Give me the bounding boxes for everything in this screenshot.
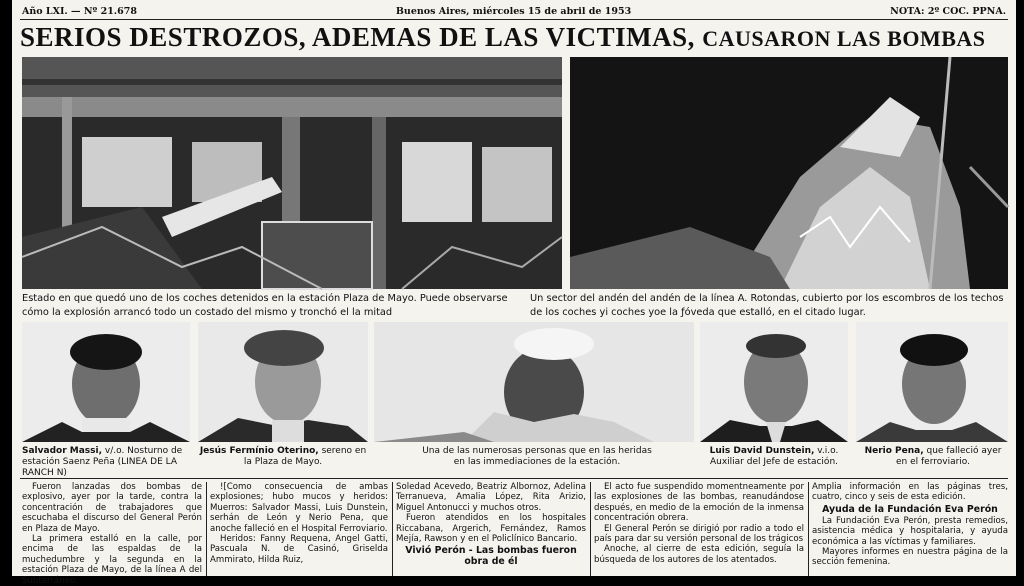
column-divider bbox=[808, 482, 809, 576]
column-3 bbox=[396, 482, 586, 576]
column-1-para-1: Fueron lanzadas dos bombas de explosivo, ayer por la tarde, contra la concentración de trabajadores que escuchaba el discurso del General Perón en Plaza de Mayo. bbox=[22, 482, 202, 534]
photo-wrecked-coach bbox=[22, 57, 562, 289]
photo-injured-person bbox=[374, 322, 694, 442]
column-5-subhead: Ayuda de la Fundación Eva Perón bbox=[822, 503, 998, 515]
portrait-caption-3: Una de las numerosas personas que en las heridas en las immediaciones de la estación. bbox=[422, 446, 652, 467]
column-5-para-2: Mayores informes en nuestra página de la sección femenina. bbox=[812, 547, 1008, 568]
portrait-caption-2: Jesús Fermínio Oterino, sereno en la Plaza de Mayo. bbox=[199, 446, 367, 467]
column-4 bbox=[594, 482, 804, 576]
photo-portrait-2 bbox=[198, 322, 368, 442]
column-2-para-2: Heridos: Fanny Requena, Angel Gatti, Pascuala N. de Casinó, Griselda Ammirato, Hilda Ruiz, bbox=[210, 534, 388, 565]
column-5-para-1: La Fundación Eva Perón, presta remedios, asistencia médica y hospitalaria, y ayuda económica a las víctimas y familiares. bbox=[812, 515, 1008, 547]
columns-rule bbox=[20, 478, 1008, 479]
portrait-caption-1: Salvador Massi, v/.o. Nosturno de estación Saenz Peña (LINEA DE LA RANCH N) bbox=[22, 446, 183, 478]
caption-right: Un sector del andén del andén de la línea A. Rotondas, cubierto por los escombros de los techos de los coches yi coches yoe la ƒóveda que estalló, en el citado lugar. bbox=[530, 293, 1004, 318]
column-divider bbox=[206, 482, 207, 576]
caption-left: Estado en que quedó uno de los coches detenidos en la estación Plaza de Mayo. Puede observarse cómo la explosión arrancó todo un costado del mismo y tronchó el la mitad bbox=[22, 293, 508, 318]
issue-number: Año LXI. — Nº 21.678 bbox=[22, 5, 137, 17]
column-5-intro: Amplia información en las páginas tres, cuatro, cinco y seis de esta edición. bbox=[812, 482, 1008, 503]
column-3-para-1: Soledad Acevedo, Beatriz Albornoz, Adelina Terranueva, Amalia López, Rita Arizio, Miguel Antonucci y muchos otros. bbox=[396, 482, 586, 513]
masthead bbox=[22, 4, 1006, 18]
headline-tail: CAUSARON LAS BOMBAS bbox=[702, 26, 986, 51]
column-divider bbox=[392, 482, 393, 576]
dateline: Buenos Aires, miércoles 15 de abril de 1953 bbox=[395, 5, 632, 17]
column-3-subhead: Vivió Perón - Las bombas fueron obra de él bbox=[405, 545, 577, 568]
note: NOTA: 2º COC. PPNA. bbox=[890, 5, 1006, 17]
column-5 bbox=[812, 482, 1008, 576]
column-divider bbox=[590, 482, 591, 576]
headline bbox=[20, 20, 1008, 54]
headline-main: SERIOS DESTROZOS, ADEMAS DE LAS VICTIMAS, bbox=[20, 22, 695, 52]
photo-debris-platform bbox=[570, 57, 1008, 289]
photo-portrait-5 bbox=[856, 322, 1008, 442]
portrait-caption-5: Nerio Pena, que falleció ayer en el ferroviario. bbox=[864, 446, 1002, 467]
column-4-para-1: El acto fue suspendido momentneamente por las explosiones de las bombas, reanudándose después, en medio de la emoción de la inmensa concentración obrera. bbox=[594, 482, 804, 524]
photo-portrait-1 bbox=[22, 322, 190, 442]
column-2-para-1: ![Como consecuencia de ambas explosiones; hubo mucos y heridos: Muerros: Salvador Massi, Luis Dunstein, serhán de León y Nerio Pena, que anoche falleció en el Hospital Ferroviario. bbox=[210, 482, 388, 534]
column-4-para-2: El General Perón se dirigió por radio a todo el país para dar su versión personal de los trágicos bbox=[594, 523, 804, 545]
column-1 bbox=[22, 482, 202, 586]
column-4-para-3: Anoche, al cierre de esta edición, seguía la búsqueda de los autores de los atentados. bbox=[594, 544, 804, 565]
portrait-caption-4: Luis David Dunstein, v.i.o. Auxiliar del Jefe de estación. bbox=[709, 446, 839, 467]
photo-portrait-4 bbox=[700, 322, 848, 442]
column-3-para-2: Fueron atendidos en los hospitales Riccabana, Argerich, Fernández, Ramos Mejía, Rawson y en el Policlínico Bancario. bbox=[396, 513, 586, 545]
column-2 bbox=[210, 482, 388, 576]
newspaper-page bbox=[12, 0, 1016, 586]
column-1-para-2: La primera estalló en la calle, por encima de las espaldas de la muchedumbre y la segunda en la estación Plaza de Mayo, de la línea A del Subterráneo. bbox=[22, 534, 202, 586]
